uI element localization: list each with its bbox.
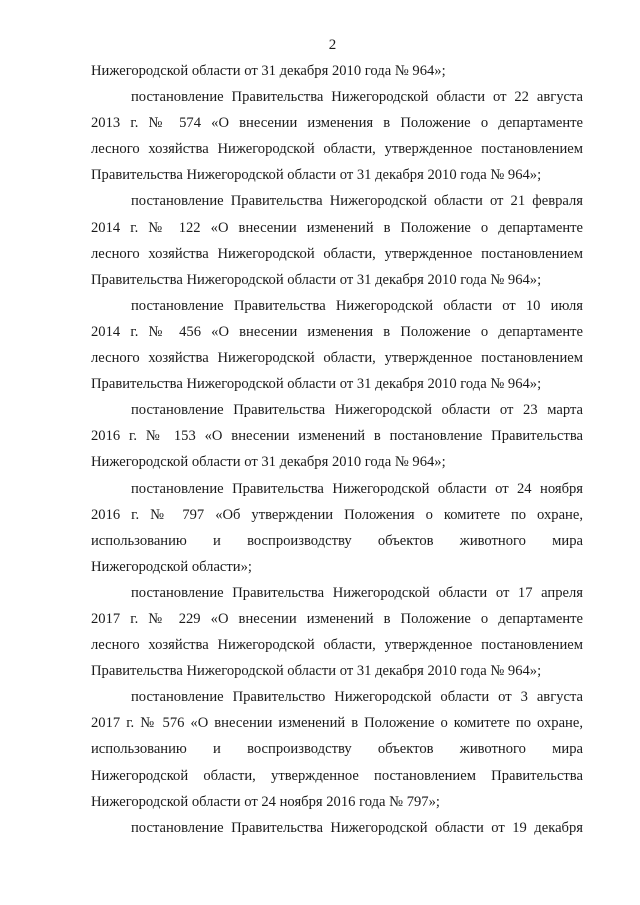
text-line: постановление Правительства Нижегородской области от 24 ноября bbox=[131, 480, 583, 497]
text-line: лесного хозяйства Нижегородской области, утвержденное постановлением bbox=[91, 141, 583, 158]
text-line: использованию и воспроизводству объектов животного мира bbox=[91, 741, 583, 758]
text-line: лесного хозяйства Нижегородской области, утвержденное постановлением bbox=[91, 245, 583, 262]
document-page bbox=[91, 36, 583, 841]
text-line: постановление Правительства Нижегородской области от 23 марта bbox=[131, 402, 583, 419]
text-line: Правительства Нижегородской области от 31 декабря 2010 года № 964»; bbox=[91, 376, 542, 393]
text-line: 2016 г. № 797 «Об утверждении Положения о комитете по охране, bbox=[91, 506, 583, 523]
text-line: Правительства Нижегородской области от 31 декабря 2010 года № 964»; bbox=[91, 663, 542, 680]
text-line: Нижегородской области от 31 декабря 2010 года № 964»; bbox=[91, 454, 446, 471]
paragraph bbox=[91, 58, 583, 84]
text-line: постановление Правительства Нижегородской области от 21 февраля bbox=[131, 193, 583, 210]
text-line: постановление Правительства Нижегородской области от 22 августа bbox=[131, 89, 583, 106]
text-line: использованию и воспроизводству объектов животного мира bbox=[91, 532, 583, 549]
text-line: Нижегородской области»; bbox=[91, 558, 252, 575]
paragraph bbox=[91, 580, 583, 684]
document-body bbox=[91, 58, 583, 841]
paragraph bbox=[91, 397, 583, 475]
text-line: постановление Правительства Нижегородской области от 17 апреля bbox=[131, 584, 583, 601]
text-line: лесного хозяйства Нижегородской области, утвержденное постановлением bbox=[91, 350, 583, 367]
text-line: 2014 г. № 122 «О внесении изменений в Положение о департаменте bbox=[91, 219, 583, 236]
text-line: Нижегородской области, утвержденное постановлением Правительства bbox=[91, 767, 583, 784]
text-line: 2017 г. № 576 «О внесении изменений в Положение о комитете по охране, bbox=[91, 715, 583, 732]
text-line: постановление Правительство Нижегородской области от 3 августа bbox=[131, 689, 583, 706]
text-line: 2017 г. № 229 «О внесении изменений в Положение о департаменте bbox=[91, 610, 583, 627]
page-number: 2 bbox=[328, 37, 337, 53]
text-line: Правительства Нижегородской области от 31 декабря 2010 года № 964»; bbox=[91, 167, 542, 184]
paragraph bbox=[91, 293, 583, 397]
text-line: постановление Правительства Нижегородской области от 10 июля bbox=[131, 297, 583, 314]
text-line: постановление Правительства Нижегородской области от 19 декабря bbox=[131, 819, 583, 836]
paragraph bbox=[91, 476, 583, 580]
text-line: 2013 г. № 574 «О внесении изменения в Положение о департаменте bbox=[91, 115, 583, 132]
paragraph bbox=[91, 188, 583, 292]
text-line: Нижегородской области от 24 ноября 2016 года № 797»; bbox=[91, 793, 440, 810]
text-line: лесного хозяйства Нижегородской области, утвержденное постановлением bbox=[91, 637, 583, 654]
text-line: Правительства Нижегородской области от 31 декабря 2010 года № 964»; bbox=[91, 271, 542, 288]
text-line: 2014 г. № 456 «О внесении изменения в Положение о департаменте bbox=[91, 323, 583, 340]
paragraph bbox=[91, 684, 583, 814]
text-line: Нижегородской области от 31 декабря 2010 года № 964»; bbox=[91, 63, 446, 79]
paragraph bbox=[91, 815, 583, 841]
text-line: 2016 г. № 153 «О внесении изменений в постановление Правительства bbox=[91, 428, 583, 445]
paragraph bbox=[91, 84, 583, 188]
